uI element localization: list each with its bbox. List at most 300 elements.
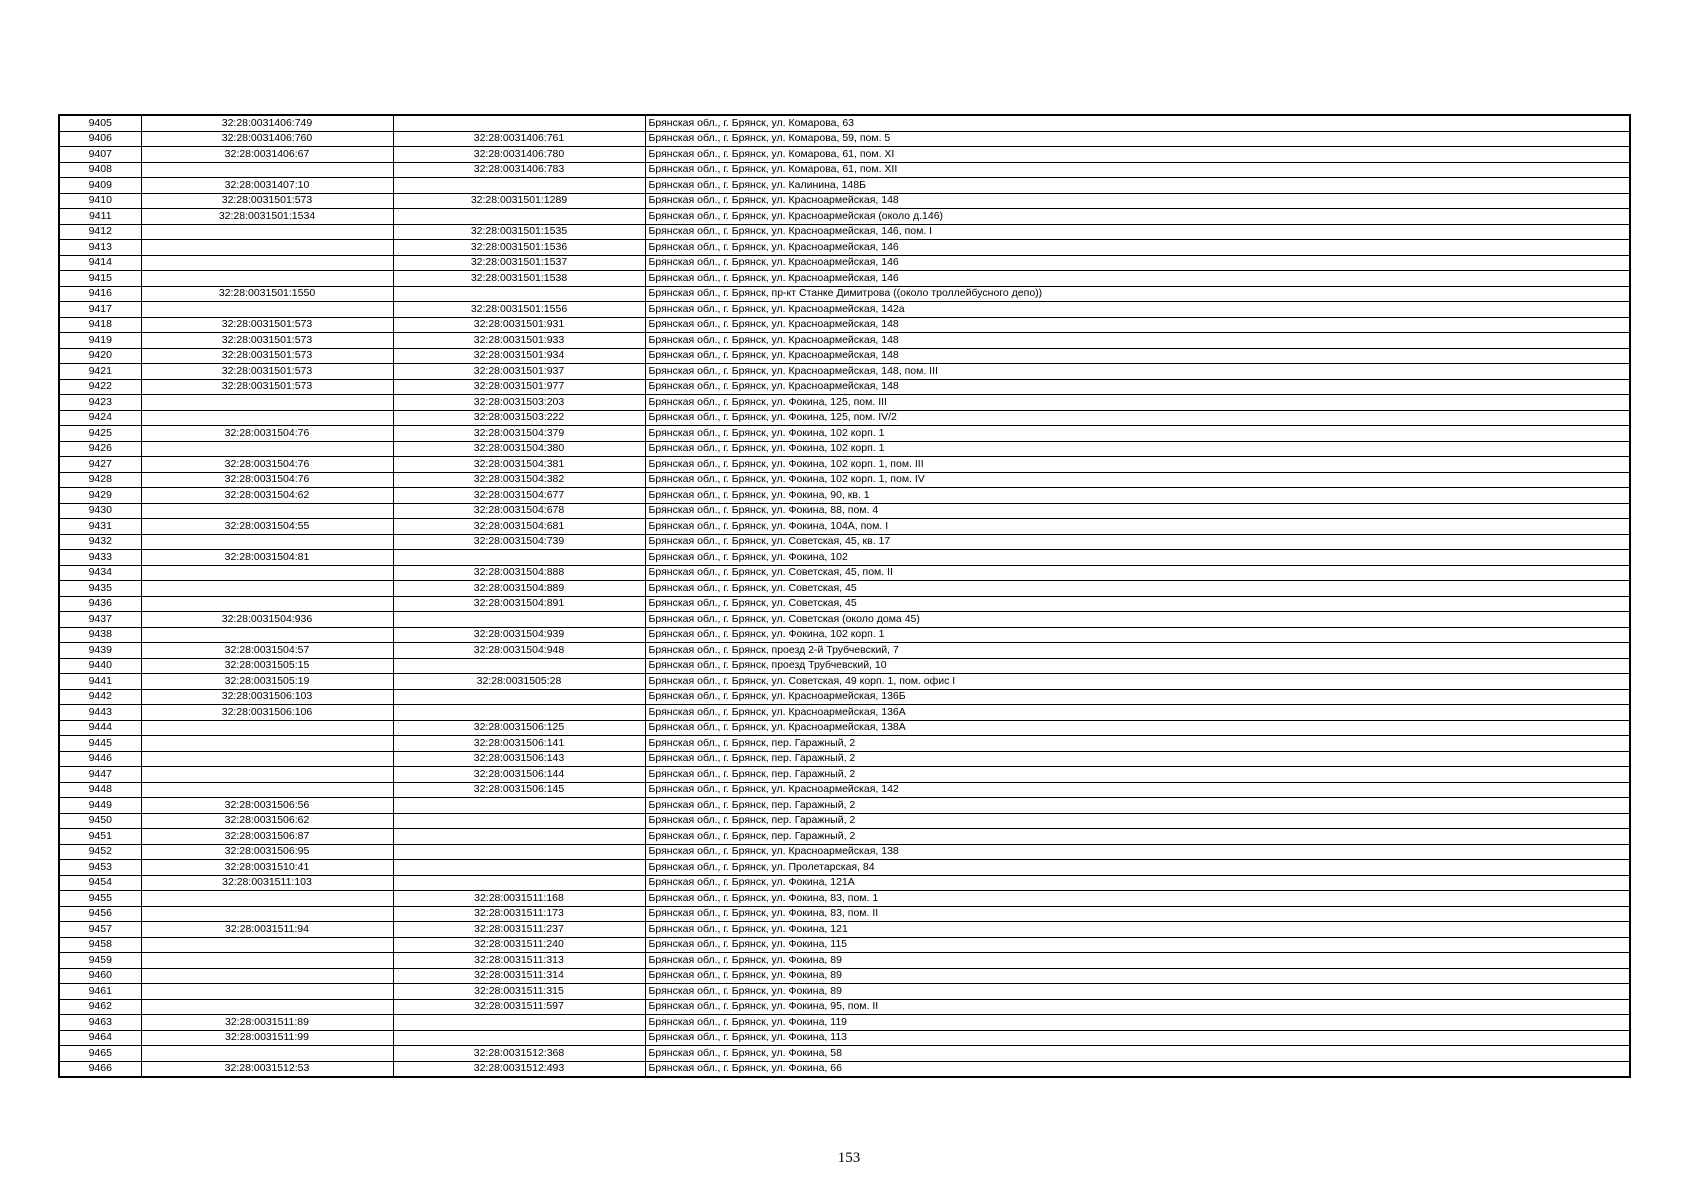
row-number-cell: 9448: [59, 782, 141, 798]
object-cadastral-number-cell: 32:28:0031504:677: [393, 488, 645, 504]
row-number-cell: 9462: [59, 999, 141, 1015]
object-cadastral-number-cell: [393, 829, 645, 845]
object-cadastral-number-cell: 32:28:0031501:933: [393, 333, 645, 349]
address-cell: Брянская обл., г. Брянск, пер. Гаражный, 2: [645, 736, 1630, 752]
address-cell: Брянская обл., г. Брянск, ул. Красноармейская (около д.146): [645, 209, 1630, 225]
land-cadastral-number-cell: [141, 271, 393, 287]
row-number-cell: 9418: [59, 317, 141, 333]
land-cadastral-number-cell: 32:28:0031505:15: [141, 658, 393, 674]
land-cadastral-number-cell: 32:28:0031506:95: [141, 844, 393, 860]
row-number-cell: 9450: [59, 813, 141, 829]
object-cadastral-number-cell: [393, 875, 645, 891]
row-number-cell: 9447: [59, 767, 141, 783]
land-cadastral-number-cell: [141, 751, 393, 767]
object-cadastral-number-cell: 32:28:0031504:939: [393, 627, 645, 643]
row-number-cell: 9463: [59, 1015, 141, 1031]
land-cadastral-number-cell: [141, 224, 393, 240]
object-cadastral-number-cell: 32:28:0031511:313: [393, 953, 645, 969]
table-row: [59, 860, 1630, 876]
row-number-cell: 9449: [59, 798, 141, 814]
address-cell: Брянская обл., г. Брянск, пер. Гаражный, 2: [645, 829, 1630, 845]
address-cell: Брянская обл., г. Брянск, ул. Фокина, 119: [645, 1015, 1630, 1031]
address-cell: Брянская обл., г. Брянск, ул. Красноармейская, 136Б: [645, 689, 1630, 705]
table-row: [59, 844, 1630, 860]
land-cadastral-number-cell: 32:28:0031501:573: [141, 193, 393, 209]
address-cell: Брянская обл., г. Брянск, ул. Фокина, 89: [645, 968, 1630, 984]
address-cell: Брянская обл., г. Брянск, ул. Фокина, 113: [645, 1030, 1630, 1046]
address-cell: Брянская обл., г. Брянск, ул. Фокина, 121А: [645, 875, 1630, 891]
land-cadastral-number-cell: 32:28:0031406:67: [141, 147, 393, 163]
table-row: [59, 302, 1630, 318]
address-cell: Брянская обл., г. Брянск, ул. Комарова, 59, пом. 5: [645, 131, 1630, 147]
land-cadastral-number-cell: 32:28:0031512:53: [141, 1061, 393, 1077]
address-cell: Брянская обл., г. Брянск, ул. Красноармейская, 136А: [645, 705, 1630, 721]
object-cadastral-number-cell: 32:28:0031511:315: [393, 984, 645, 1000]
object-cadastral-number-cell: 32:28:0031501:1535: [393, 224, 645, 240]
table-row: [59, 317, 1630, 333]
table-row: [59, 1030, 1630, 1046]
table-row: [59, 1015, 1630, 1031]
address-cell: Брянская обл., г. Брянск, ул. Комарова, 63: [645, 115, 1630, 131]
row-number-cell: 9436: [59, 596, 141, 612]
address-cell: Брянская обл., г. Брянск, ул. Фокина, 102 корп. 1: [645, 627, 1630, 643]
land-cadastral-number-cell: 32:28:0031506:103: [141, 689, 393, 705]
address-cell: Брянская обл., г. Брянск, ул. Красноармейская, 146: [645, 271, 1630, 287]
land-cadastral-number-cell: [141, 534, 393, 550]
table-row: [59, 395, 1630, 411]
table-row: [59, 829, 1630, 845]
table-row: [59, 410, 1630, 426]
table-row: [59, 1046, 1630, 1062]
table-row: [59, 565, 1630, 581]
object-cadastral-number-cell: 32:28:0031506:143: [393, 751, 645, 767]
table-row: [59, 643, 1630, 659]
address-cell: Брянская обл., г. Брянск, ул. Красноармейская, 146: [645, 255, 1630, 271]
object-cadastral-number-cell: 32:28:0031511:597: [393, 999, 645, 1015]
row-number-cell: 9455: [59, 891, 141, 907]
row-number-cell: 9433: [59, 550, 141, 566]
land-cadastral-number-cell: 32:28:0031506:87: [141, 829, 393, 845]
table-row: [59, 720, 1630, 736]
object-cadastral-number-cell: 32:28:0031511:173: [393, 906, 645, 922]
address-cell: Брянская обл., г. Брянск, ул. Красноармейская, 138: [645, 844, 1630, 860]
address-cell: Брянская обл., г. Брянск, ул. Красноармейская, 148, пом. III: [645, 364, 1630, 380]
address-cell: Брянская обл., г. Брянск, ул. Фокина, 89: [645, 984, 1630, 1000]
table-row: [59, 612, 1630, 628]
row-number-cell: 9430: [59, 503, 141, 519]
address-cell: Брянская обл., г. Брянск, ул. Советская (около дома 45): [645, 612, 1630, 628]
land-cadastral-number-cell: 32:28:0031501:573: [141, 333, 393, 349]
address-cell: Брянская обл., г. Брянск, ул. Комарова, 61, пом. XII: [645, 162, 1630, 178]
table-row: [59, 147, 1630, 163]
land-cadastral-number-cell: [141, 240, 393, 256]
land-cadastral-number-cell: [141, 503, 393, 519]
row-number-cell: 9411: [59, 209, 141, 225]
row-number-cell: 9412: [59, 224, 141, 240]
object-cadastral-number-cell: 32:28:0031504:888: [393, 565, 645, 581]
address-cell: Брянская обл., г. Брянск, ул. Фокина, 83, пом. 1: [645, 891, 1630, 907]
row-number-cell: 9451: [59, 829, 141, 845]
address-cell: Брянская обл., г. Брянск, ул. Фокина, 125, пом. IV/2: [645, 410, 1630, 426]
land-cadastral-number-cell: 32:28:0031501:1534: [141, 209, 393, 225]
table-row: [59, 255, 1630, 271]
table-row: [59, 131, 1630, 147]
row-number-cell: 9442: [59, 689, 141, 705]
object-cadastral-number-cell: [393, 860, 645, 876]
table-row: [59, 178, 1630, 194]
row-number-cell: 9456: [59, 906, 141, 922]
land-cadastral-number-cell: 32:28:0031406:760: [141, 131, 393, 147]
object-cadastral-number-cell: 32:28:0031511:314: [393, 968, 645, 984]
row-number-cell: 9453: [59, 860, 141, 876]
object-cadastral-number-cell: [393, 209, 645, 225]
row-number-cell: 9454: [59, 875, 141, 891]
object-cadastral-number-cell: [393, 658, 645, 674]
row-number-cell: 9407: [59, 147, 141, 163]
land-cadastral-number-cell: [141, 984, 393, 1000]
land-cadastral-number-cell: [141, 906, 393, 922]
land-cadastral-number-cell: [141, 162, 393, 178]
row-number-cell: 9410: [59, 193, 141, 209]
land-cadastral-number-cell: 32:28:0031504:55: [141, 519, 393, 535]
land-cadastral-number-cell: [141, 627, 393, 643]
land-cadastral-number-cell: [141, 410, 393, 426]
table-row: [59, 426, 1630, 442]
object-cadastral-number-cell: [393, 1015, 645, 1031]
address-cell: Брянская обл., г. Брянск, ул. Красноармейская, 148: [645, 379, 1630, 395]
address-cell: Брянская обл., г. Брянск, ул. Красноармейская, 146: [645, 240, 1630, 256]
land-cadastral-number-cell: [141, 565, 393, 581]
table-row: [59, 286, 1630, 302]
land-cadastral-number-cell: [141, 782, 393, 798]
table-row: [59, 627, 1630, 643]
object-cadastral-number-cell: 32:28:0031511:240: [393, 937, 645, 953]
object-cadastral-number-cell: [393, 115, 645, 131]
land-cadastral-number-cell: 32:28:0031406:749: [141, 115, 393, 131]
row-number-cell: 9428: [59, 472, 141, 488]
table-row: [59, 798, 1630, 814]
land-cadastral-number-cell: 32:28:0031504:76: [141, 426, 393, 442]
table-row: [59, 550, 1630, 566]
land-cadastral-number-cell: 32:28:0031511:99: [141, 1030, 393, 1046]
table-row: [59, 891, 1630, 907]
object-cadastral-number-cell: [393, 286, 645, 302]
row-number-cell: 9417: [59, 302, 141, 318]
registry-table: [58, 114, 1631, 1078]
row-number-cell: 9408: [59, 162, 141, 178]
table-row: [59, 751, 1630, 767]
address-cell: Брянская обл., г. Брянск, ул. Фокина, 89: [645, 953, 1630, 969]
object-cadastral-number-cell: 32:28:0031501:934: [393, 348, 645, 364]
row-number-cell: 9459: [59, 953, 141, 969]
row-number-cell: 9466: [59, 1061, 141, 1077]
registry-table-body: [59, 115, 1630, 1077]
land-cadastral-number-cell: 32:28:0031407:10: [141, 178, 393, 194]
row-number-cell: 9452: [59, 844, 141, 860]
row-number-cell: 9414: [59, 255, 141, 271]
address-cell: Брянская обл., г. Брянск, ул. Фокина, 83, пом. II: [645, 906, 1630, 922]
object-cadastral-number-cell: 32:28:0031501:937: [393, 364, 645, 380]
table-row: [59, 534, 1630, 550]
object-cadastral-number-cell: 32:28:0031501:1289: [393, 193, 645, 209]
address-cell: Брянская обл., г. Брянск, ул. Красноармейская, 142: [645, 782, 1630, 798]
table-row: [59, 953, 1630, 969]
object-cadastral-number-cell: 32:28:0031501:931: [393, 317, 645, 333]
address-cell: Брянская обл., г. Брянск, ул. Красноармейская, 146, пом. I: [645, 224, 1630, 240]
land-cadastral-number-cell: 32:28:0031506:56: [141, 798, 393, 814]
row-number-cell: 9458: [59, 937, 141, 953]
row-number-cell: 9441: [59, 674, 141, 690]
row-number-cell: 9445: [59, 736, 141, 752]
object-cadastral-number-cell: 32:28:0031504:891: [393, 596, 645, 612]
row-number-cell: 9415: [59, 271, 141, 287]
object-cadastral-number-cell: 32:28:0031503:203: [393, 395, 645, 411]
land-cadastral-number-cell: 32:28:0031505:19: [141, 674, 393, 690]
land-cadastral-number-cell: [141, 999, 393, 1015]
address-cell: Брянская обл., г. Брянск, ул. Комарова, 61, пом. XI: [645, 147, 1630, 163]
address-cell: Брянская обл., г. Брянск, проезд Трубчевский, 10: [645, 658, 1630, 674]
address-cell: Брянская обл., г. Брянск, ул. Фокина, 90, кв. 1: [645, 488, 1630, 504]
row-number-cell: 9419: [59, 333, 141, 349]
land-cadastral-number-cell: 32:28:0031501:573: [141, 364, 393, 380]
address-cell: Брянская обл., г. Брянск, ул. Фокина, 102 корп. 1, пом. III: [645, 457, 1630, 473]
table-row: [59, 968, 1630, 984]
address-cell: Брянская обл., г. Брянск, пер. Гаражный, 2: [645, 767, 1630, 783]
address-cell: Брянская обл., г. Брянск, пер. Гаражный, 2: [645, 813, 1630, 829]
table-row: [59, 193, 1630, 209]
address-cell: Брянская обл., г. Брянск, ул. Фокина, 125, пом. III: [645, 395, 1630, 411]
row-number-cell: 9465: [59, 1046, 141, 1062]
row-number-cell: 9434: [59, 565, 141, 581]
object-cadastral-number-cell: [393, 178, 645, 194]
land-cadastral-number-cell: 32:28:0031504:57: [141, 643, 393, 659]
land-cadastral-number-cell: [141, 255, 393, 271]
address-cell: Брянская обл., г. Брянск, пер. Гаражный, 2: [645, 798, 1630, 814]
land-cadastral-number-cell: [141, 736, 393, 752]
object-cadastral-number-cell: 32:28:0031501:1536: [393, 240, 645, 256]
object-cadastral-number-cell: 32:28:0031504:889: [393, 581, 645, 597]
object-cadastral-number-cell: 32:28:0031504:948: [393, 643, 645, 659]
object-cadastral-number-cell: 32:28:0031506:145: [393, 782, 645, 798]
land-cadastral-number-cell: [141, 720, 393, 736]
land-cadastral-number-cell: 32:28:0031501:573: [141, 379, 393, 395]
object-cadastral-number-cell: [393, 798, 645, 814]
row-number-cell: 9429: [59, 488, 141, 504]
row-number-cell: 9444: [59, 720, 141, 736]
table-row: [59, 875, 1630, 891]
land-cadastral-number-cell: 32:28:0031504:76: [141, 457, 393, 473]
table-row: [59, 596, 1630, 612]
address-cell: Брянская обл., г. Брянск, ул. Фокина, 102 корп. 1: [645, 426, 1630, 442]
object-cadastral-number-cell: 32:28:0031501:1556: [393, 302, 645, 318]
table-row: [59, 782, 1630, 798]
object-cadastral-number-cell: 32:28:0031511:168: [393, 891, 645, 907]
land-cadastral-number-cell: 32:28:0031504:936: [141, 612, 393, 628]
land-cadastral-number-cell: 32:28:0031511:89: [141, 1015, 393, 1031]
object-cadastral-number-cell: 32:28:0031501:1538: [393, 271, 645, 287]
object-cadastral-number-cell: 32:28:0031504:678: [393, 503, 645, 519]
table-row: [59, 1061, 1630, 1077]
table-row: [59, 674, 1630, 690]
table-row: [59, 333, 1630, 349]
table-row: [59, 906, 1630, 922]
object-cadastral-number-cell: 32:28:0031501:1537: [393, 255, 645, 271]
table-row: [59, 441, 1630, 457]
address-cell: Брянская обл., г. Брянск, ул. Красноармейская, 142а: [645, 302, 1630, 318]
row-number-cell: 9406: [59, 131, 141, 147]
table-row: [59, 813, 1630, 829]
table-row: [59, 503, 1630, 519]
object-cadastral-number-cell: [393, 844, 645, 860]
table-row: [59, 364, 1630, 380]
object-cadastral-number-cell: [393, 705, 645, 721]
land-cadastral-number-cell: 32:28:0031501:573: [141, 317, 393, 333]
land-cadastral-number-cell: 32:28:0031510:41: [141, 860, 393, 876]
table-row: [59, 705, 1630, 721]
row-number-cell: 9431: [59, 519, 141, 535]
land-cadastral-number-cell: [141, 968, 393, 984]
object-cadastral-number-cell: 32:28:0031504:380: [393, 441, 645, 457]
land-cadastral-number-cell: [141, 581, 393, 597]
address-cell: Брянская обл., г. Брянск, пр-кт Станке Димитрова ((около троллейбусного депо)): [645, 286, 1630, 302]
land-cadastral-number-cell: 32:28:0031506:106: [141, 705, 393, 721]
object-cadastral-number-cell: [393, 550, 645, 566]
object-cadastral-number-cell: 32:28:0031504:381: [393, 457, 645, 473]
table-row: [59, 240, 1630, 256]
row-number-cell: 9460: [59, 968, 141, 984]
address-cell: Брянская обл., г. Брянск, ул. Фокина, 102: [645, 550, 1630, 566]
address-cell: Брянская обл., г. Брянск, проезд 2-й Трубчевский, 7: [645, 643, 1630, 659]
address-cell: Брянская обл., г. Брянск, ул. Советская, 45, пом. II: [645, 565, 1630, 581]
table-row: [59, 115, 1630, 131]
object-cadastral-number-cell: 32:28:0031503:222: [393, 410, 645, 426]
address-cell: Брянская обл., г. Брянск, ул. Пролетарская, 84: [645, 860, 1630, 876]
address-cell: Брянская обл., г. Брянск, ул. Советская, 49 корп. 1, пом. офис I: [645, 674, 1630, 690]
table-row: [59, 209, 1630, 225]
land-cadastral-number-cell: [141, 302, 393, 318]
address-cell: Брянская обл., г. Брянск, ул. Красноармейская, 148: [645, 333, 1630, 349]
address-cell: Брянская обл., г. Брянск, ул. Фокина, 102 корп. 1, пом. IV: [645, 472, 1630, 488]
row-number-cell: 9464: [59, 1030, 141, 1046]
land-cadastral-number-cell: [141, 441, 393, 457]
address-cell: Брянская обл., г. Брянск, ул. Советская, 45: [645, 596, 1630, 612]
address-cell: Брянская обл., г. Брянск, ул. Фокина, 104А, пом. I: [645, 519, 1630, 535]
row-number-cell: 9422: [59, 379, 141, 395]
address-cell: Брянская обл., г. Брянск, ул. Красноармейская, 138А: [645, 720, 1630, 736]
address-cell: Брянская обл., г. Брянск, пер. Гаражный, 2: [645, 751, 1630, 767]
object-cadastral-number-cell: 32:28:0031501:977: [393, 379, 645, 395]
table-row: [59, 984, 1630, 1000]
table-row: [59, 519, 1630, 535]
row-number-cell: 9440: [59, 658, 141, 674]
object-cadastral-number-cell: 32:28:0031504:379: [393, 426, 645, 442]
table-row: [59, 488, 1630, 504]
land-cadastral-number-cell: 32:28:0031504:81: [141, 550, 393, 566]
row-number-cell: 9405: [59, 115, 141, 131]
object-cadastral-number-cell: 32:28:0031512:368: [393, 1046, 645, 1062]
row-number-cell: 9413: [59, 240, 141, 256]
land-cadastral-number-cell: [141, 596, 393, 612]
row-number-cell: 9437: [59, 612, 141, 628]
table-row: [59, 348, 1630, 364]
object-cadastral-number-cell: 32:28:0031406:780: [393, 147, 645, 163]
object-cadastral-number-cell: 32:28:0031506:144: [393, 767, 645, 783]
row-number-cell: 9424: [59, 410, 141, 426]
table-row: [59, 736, 1630, 752]
land-cadastral-number-cell: [141, 891, 393, 907]
address-cell: Брянская обл., г. Брянск, ул. Фокина, 88, пом. 4: [645, 503, 1630, 519]
row-number-cell: 9421: [59, 364, 141, 380]
row-number-cell: 9461: [59, 984, 141, 1000]
table-row: [59, 457, 1630, 473]
object-cadastral-number-cell: 32:28:0031512:493: [393, 1061, 645, 1077]
land-cadastral-number-cell: [141, 1046, 393, 1062]
table-row: [59, 922, 1630, 938]
address-cell: Брянская обл., г. Брянск, ул. Советская, 45, кв. 17: [645, 534, 1630, 550]
address-cell: Брянская обл., г. Брянск, ул. Фокина, 95, пом. II: [645, 999, 1630, 1015]
object-cadastral-number-cell: 32:28:0031505:28: [393, 674, 645, 690]
object-cadastral-number-cell: 32:28:0031504:382: [393, 472, 645, 488]
table-row: [59, 379, 1630, 395]
address-cell: Брянская обл., г. Брянск, ул. Фокина, 121: [645, 922, 1630, 938]
land-cadastral-number-cell: [141, 395, 393, 411]
object-cadastral-number-cell: 32:28:0031506:125: [393, 720, 645, 736]
table-row: [59, 162, 1630, 178]
row-number-cell: 9420: [59, 348, 141, 364]
row-number-cell: 9409: [59, 178, 141, 194]
object-cadastral-number-cell: 32:28:0031504:739: [393, 534, 645, 550]
land-cadastral-number-cell: 32:28:0031511:94: [141, 922, 393, 938]
land-cadastral-number-cell: 32:28:0031501:573: [141, 348, 393, 364]
table-row: [59, 581, 1630, 597]
land-cadastral-number-cell: 32:28:0031511:103: [141, 875, 393, 891]
address-cell: Брянская обл., г. Брянск, ул. Фокина, 58: [645, 1046, 1630, 1062]
land-cadastral-number-cell: [141, 937, 393, 953]
row-number-cell: 9425: [59, 426, 141, 442]
row-number-cell: 9446: [59, 751, 141, 767]
table-row: [59, 472, 1630, 488]
row-number-cell: 9427: [59, 457, 141, 473]
table-row: [59, 224, 1630, 240]
land-cadastral-number-cell: 32:28:0031501:1550: [141, 286, 393, 302]
row-number-cell: 9439: [59, 643, 141, 659]
object-cadastral-number-cell: 32:28:0031511:237: [393, 922, 645, 938]
address-cell: Брянская обл., г. Брянск, ул. Фокина, 115: [645, 937, 1630, 953]
address-cell: Брянская обл., г. Брянск, ул. Красноармейская, 148: [645, 317, 1630, 333]
table-row: [59, 767, 1630, 783]
address-cell: Брянская обл., г. Брянск, ул. Красноармейская, 148: [645, 348, 1630, 364]
land-cadastral-number-cell: [141, 953, 393, 969]
table-row: [59, 999, 1630, 1015]
object-cadastral-number-cell: 32:28:0031406:761: [393, 131, 645, 147]
address-cell: Брянская обл., г. Брянск, ул. Красноармейская, 148: [645, 193, 1630, 209]
row-number-cell: 9426: [59, 441, 141, 457]
land-cadastral-number-cell: 32:28:0031504:62: [141, 488, 393, 504]
object-cadastral-number-cell: [393, 612, 645, 628]
land-cadastral-number-cell: 32:28:0031506:62: [141, 813, 393, 829]
row-number-cell: 9435: [59, 581, 141, 597]
address-cell: Брянская обл., г. Брянск, ул. Калинина, 148Б: [645, 178, 1630, 194]
table-row: [59, 658, 1630, 674]
row-number-cell: 9438: [59, 627, 141, 643]
table-row: [59, 689, 1630, 705]
address-cell: Брянская обл., г. Брянск, ул. Советская, 45: [645, 581, 1630, 597]
address-cell: Брянская обл., г. Брянск, ул. Фокина, 66: [645, 1061, 1630, 1077]
object-cadastral-number-cell: 32:28:0031406:783: [393, 162, 645, 178]
object-cadastral-number-cell: 32:28:0031504:681: [393, 519, 645, 535]
address-cell: Брянская обл., г. Брянск, ул. Фокина, 102 корп. 1: [645, 441, 1630, 457]
object-cadastral-number-cell: [393, 1030, 645, 1046]
